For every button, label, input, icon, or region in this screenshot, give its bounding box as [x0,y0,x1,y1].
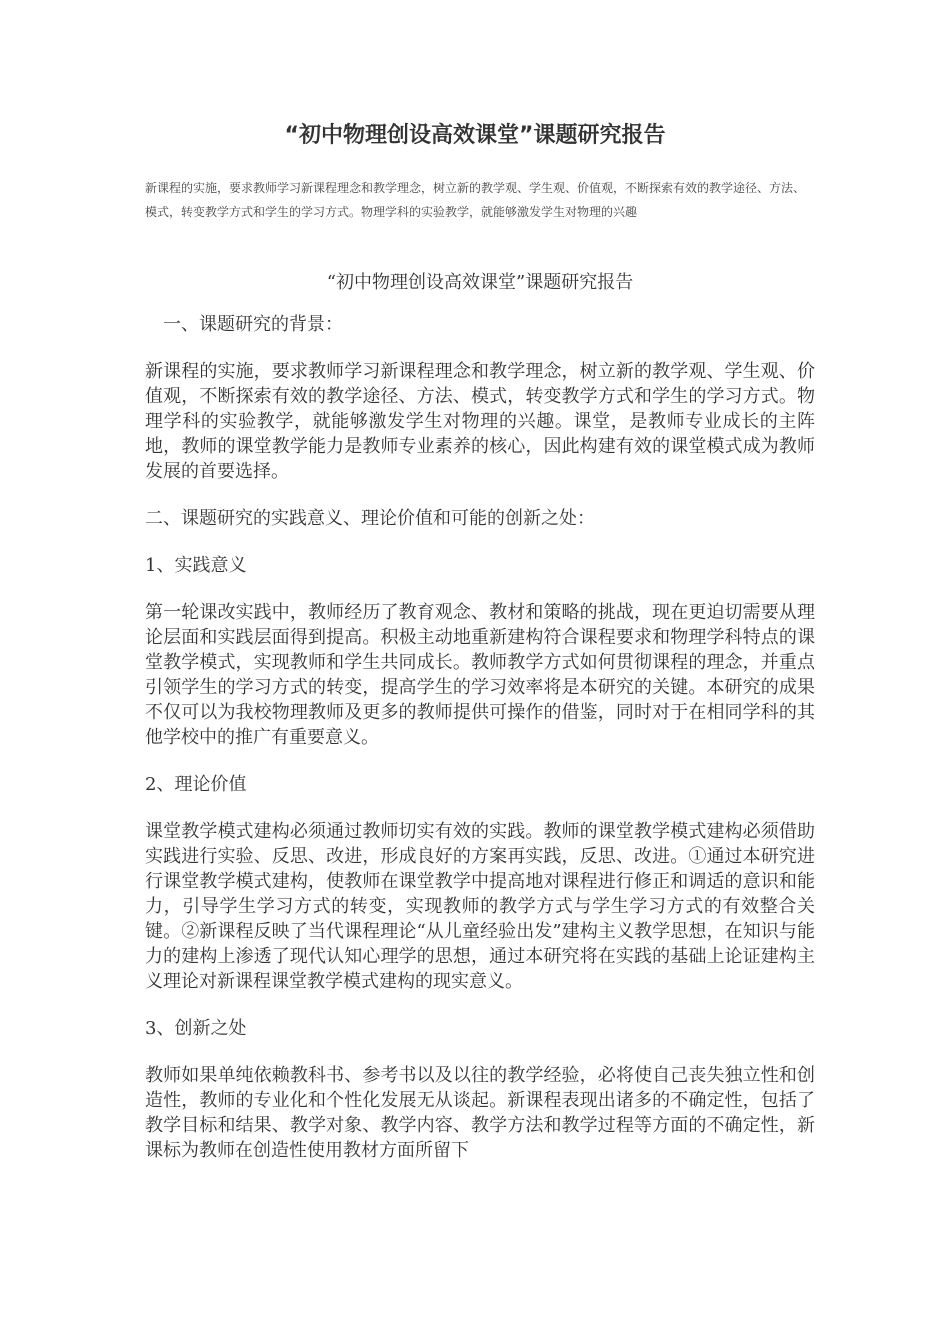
document-title: “初中物理创设高效课堂”课题研究报告 [284,123,666,148]
subsection-heading-practice: 1、实践意义 [145,555,247,576]
section-heading-background: 一、课题研究的背景： [163,314,343,335]
body-title: “初中物理创设高效课堂”课题研究报告 [326,272,634,293]
subsection-paragraph-theory: 课堂教学模式建构必须通过教师切实有效的实践。教师的课堂教学模式建构必须借助实践进行实验、反思、改进，形成良好的方案再实践，反思、改进。①通过本研究进行课堂教学模式建构，使教师在课堂教学中提高地对课程进行修正和调适的意识和能力，引导学生学习方式的转变，实现教师的教学方式与学生学习方式的有效整合关键。②新课程反映了当代课程理论“从儿童经验出发”建构主义教学思想，在知识与能力的建构上渗透了现代认知心理学的思想，通过本研究将在实践的基础上论证建构主义理论对新课程课堂教学模式建构的现实意义。 [145,821,815,992]
subsection-heading-innovation: 3、创新之处 [145,1018,247,1039]
section-heading-significance: 二、课题研究的实践意义、理论价值和可能的创新之处： [145,508,595,529]
subsection-paragraph-practice: 第一轮课改实践中，教师经历了教育观念、教材和策略的挑战，现在更迫切需要从理论层面和实践层面得到提高。积极主动地重新建构符合课程要求和物理学科特点的课堂教学模式，实现教师和学生共同成长。教师教学方式如何贯彻课程的理念，并重点引领学生的学习方式的转变，提高学生的学习效率将是本研究的关键。本研究的成果不仅可以为我校物理教师及更多的教师提供可操作的借鉴，同时对于在相同学科的其他学校中的推广有重要意义。 [145,602,815,748]
subsection-paragraph-innovation: 教师如果单纯依赖教科书、参考书以及以往的教学经验，必将使自己丧失独立性和创造性，教师的专业化和个性化发展无从谈起。新课程表现出诸多的不确定性，包括了教学目标和结果、教学对象、教学内容、教学方法和教学过程等方面的不确定性，新课标为教师在创造性使用教材方面所留下 [145,1065,815,1161]
subsection-heading-theory: 2、理论价值 [145,774,247,795]
section-paragraph-background: 新课程的实施，要求教师学习新课程理念和教学理念，树立新的教学观、学生观、价值观，不断探索有效的教学途径、方法、模式，转变教学方式和学生的学习方式。物理学科的实验教学，就能够激发学生对物理的兴趣。课堂，是教师专业成长的主阵地，教师的课堂教学能力是教师专业素养的核心，因此构建有效的课堂模式成为教师发展的首要选择。 [145,361,815,482]
document-body [145,268,815,1185]
document-summary: 新课程的实施，要求教师学习新课程理念和教学理念，树立新的教学观、学生观、价值观，不断探索有效的教学途径、方法、模式，转变教学方式和学生的学习方式。物理学科的实验教学，就能够激发学生对物理的兴趣 [145,181,806,219]
